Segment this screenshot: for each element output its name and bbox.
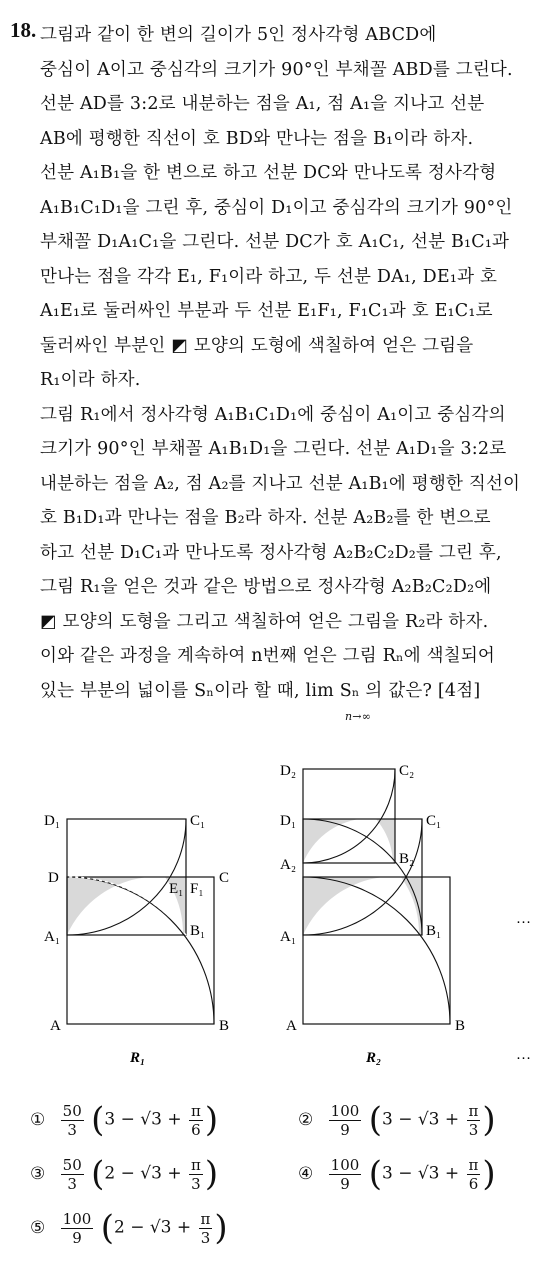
problem-line: 크기가 90°인 부채꼴 A₁B₁D₁을 그린다. 선분 A₁D₁을 3:2로 (40, 439, 507, 459)
coefficient: $\frac{100}{9}$ (62, 1209, 92, 1247)
coefficient: $\frac{50}{3}$ (62, 1155, 82, 1193)
coefficient: $\frac{50}{3}$ (62, 1101, 82, 1139)
choice-expr: 3 − √3 + (104, 1109, 187, 1130)
problem-line: 중심이 A이고 중심각의 크기가 90°인 부채꼴 ABD를 그린다. (40, 59, 513, 80)
choice-1[interactable]: ① $\frac{50}{3}$ (3 − √3 + $\frac{\pi}{6}$ ) (30, 1100, 219, 1140)
problem-line: 내분하는 점을 A₂, 점 A₂를 지나고 선분 A₁B₁에 평행한 직선이 (40, 473, 521, 494)
choice-2[interactable]: ② $\frac{100}{9}$ (3 − √3 + $\frac{\pi}{3}$ ) (298, 1100, 496, 1140)
choice-number: ⑤ (30, 1217, 46, 1238)
pi-fraction: $\frac{\pi}{3}$ (191, 1155, 201, 1193)
choice-number: ① (30, 1109, 46, 1130)
choice-number: ② (298, 1109, 314, 1130)
problem-text (40, 18, 550, 723)
caption-r2: R₂ (366, 1050, 382, 1066)
problem-line: 그림 R₁을 얻은 것과 같은 방법으로 정사각형 A₂B₂C₂D₂에 (40, 577, 492, 597)
shade-left-r2b (303, 819, 360, 863)
shade-left-r2 (303, 877, 385, 935)
label-a2: A₂ (280, 857, 297, 873)
limit-subscript: n→∞ (345, 710, 372, 723)
label-d2: D₂ (280, 763, 297, 779)
choice-expr: 2 − √3 + (113, 1217, 197, 1238)
arc-a2c2-r2 (303, 769, 395, 863)
label-a1-r2: A₁ (280, 929, 297, 945)
pi-fraction: $\frac{\pi}{6}$ (191, 1101, 201, 1139)
figure-r1 (44, 813, 229, 1066)
caption-r1: R₁ (130, 1050, 146, 1066)
label-b-r2: B (455, 1018, 466, 1034)
choice-expr: 3 − √3 + (381, 1109, 465, 1130)
label-b1: B₁ (190, 923, 206, 939)
problem-line: 만나는 점을 각각 E₁, F₁이라 하고, 두 선분 DA₁, DE₁과 호 (40, 266, 498, 287)
choice-number: ③ (30, 1163, 46, 1184)
pi-fraction: $\frac{\pi}{3}$ (200, 1209, 211, 1247)
problem-line: 있는 부분의 넓이를 Sₙ이라 할 때, lim Sₙ 의 값은? [4점] (40, 680, 481, 701)
problem-line: 하고 선분 D₁C₁과 만나도록 정사각형 A₂B₂C₂D₂를 그린 후, (40, 542, 502, 563)
choice-expr: 2 − √3 + (104, 1163, 187, 1184)
problem-line: 부채꼴 D₁A₁C₁을 그린다. 선분 DC가 호 A₁C₁, 선분 B₁C₁과 (40, 232, 510, 252)
coefficient: $\frac{100}{9}$ (330, 1155, 360, 1193)
problem-line: ◩ 모양의 도형을 그리고 색칠하여 얻은 그림을 R₂라 하자. (40, 611, 489, 632)
pi-fraction: $\frac{\pi}{3}$ (468, 1101, 479, 1139)
choice-3[interactable]: ③ $\frac{50}{3}$ (2 − √3 + $\frac{\pi}{3}$ ) (30, 1154, 219, 1194)
pi-fraction: $\frac{\pi}{6}$ (468, 1155, 479, 1193)
choice-expr: 3 − √3 + (381, 1163, 465, 1184)
problem-line: 그림 R₁에서 정사각형 A₁B₁C₁D₁에 중심이 A₁이고 중심각의 (40, 404, 506, 425)
label-a1: A₁ (44, 929, 61, 945)
label-c2: C₂ (399, 763, 415, 779)
label-f1: F₁ (190, 881, 204, 897)
label-c1-r2: C₁ (426, 813, 442, 829)
label-b1-r2: B₁ (426, 923, 442, 939)
problem-line: 선분 A₁B₁을 한 변으로 하고 선분 DC와 만나도록 정사각형 (40, 163, 497, 183)
choice-5[interactable]: ⑤ $\frac{100}{9}$ (2 − √3 + $\frac{\pi}{3}$ ) (30, 1208, 228, 1248)
label-d1: D₁ (44, 813, 61, 829)
problem-line: A₁E₁로 둘러싸인 부분과 두 선분 E₁F₁, F₁C₁과 호 E₁C₁로 (40, 301, 493, 321)
figure-r2 (280, 763, 465, 1066)
label-c1: C₁ (190, 813, 206, 829)
label-e1: E₁ (169, 881, 184, 897)
label-a-r2: A (286, 1018, 297, 1034)
problem-line: AB에 평행한 직선이 호 BD와 만나는 점을 B₁이라 하자. (40, 128, 474, 149)
problem-line: R₁이라 하자. (40, 370, 141, 390)
shade-right-r2 (401, 877, 422, 935)
shade-left-r1 (67, 877, 149, 935)
square-a2b2c2d2 (303, 769, 395, 863)
ellipsis-top: … (516, 911, 531, 927)
problem-line: 선분 AD를 3:2로 내분하는 점을 A₁, 점 A₁을 지나고 선분 (40, 94, 485, 114)
problem-line: A₁B₁C₁D₁을 그린 후, 중심이 D₁이고 중심각의 크기가 90°인 (40, 197, 513, 218)
problem-line: 그림과 같이 한 변의 길이가 5인 정사각형 ABCD에 (40, 25, 437, 45)
choice-4[interactable]: ④ $\frac{100}{9}$ (3 − √3 + $\frac{\pi}{6}$ ) (298, 1154, 496, 1194)
label-a: A (50, 1018, 61, 1034)
label-b: B (219, 1018, 230, 1034)
shade-right-r2b (376, 819, 395, 863)
label-d1-r2: D₁ (280, 813, 297, 829)
problem-line: 호 B₁D₁과 만나는 점을 B₂라 하자. 선분 A₂B₂를 한 변으로 (40, 508, 491, 528)
label-b2: B₂ (399, 851, 415, 867)
choice-number: ④ (298, 1163, 314, 1184)
problem-line: 이와 같은 과정을 계속하여 n번째 얻은 그림 Rₙ에 색칠되어 (40, 646, 496, 666)
label-c: C (219, 870, 230, 886)
figures-area (0, 745, 558, 1075)
problem-number: 18. (10, 18, 37, 42)
coefficient: $\frac{100}{9}$ (330, 1101, 360, 1139)
ellipsis-bottom: … (516, 1047, 531, 1063)
figures-svg (0, 745, 558, 1075)
label-d: D (48, 870, 59, 886)
problem-line: 둘러싸인 부분인 ◩ 모양의 도형에 색칠하여 얻은 그림을 (40, 335, 474, 356)
